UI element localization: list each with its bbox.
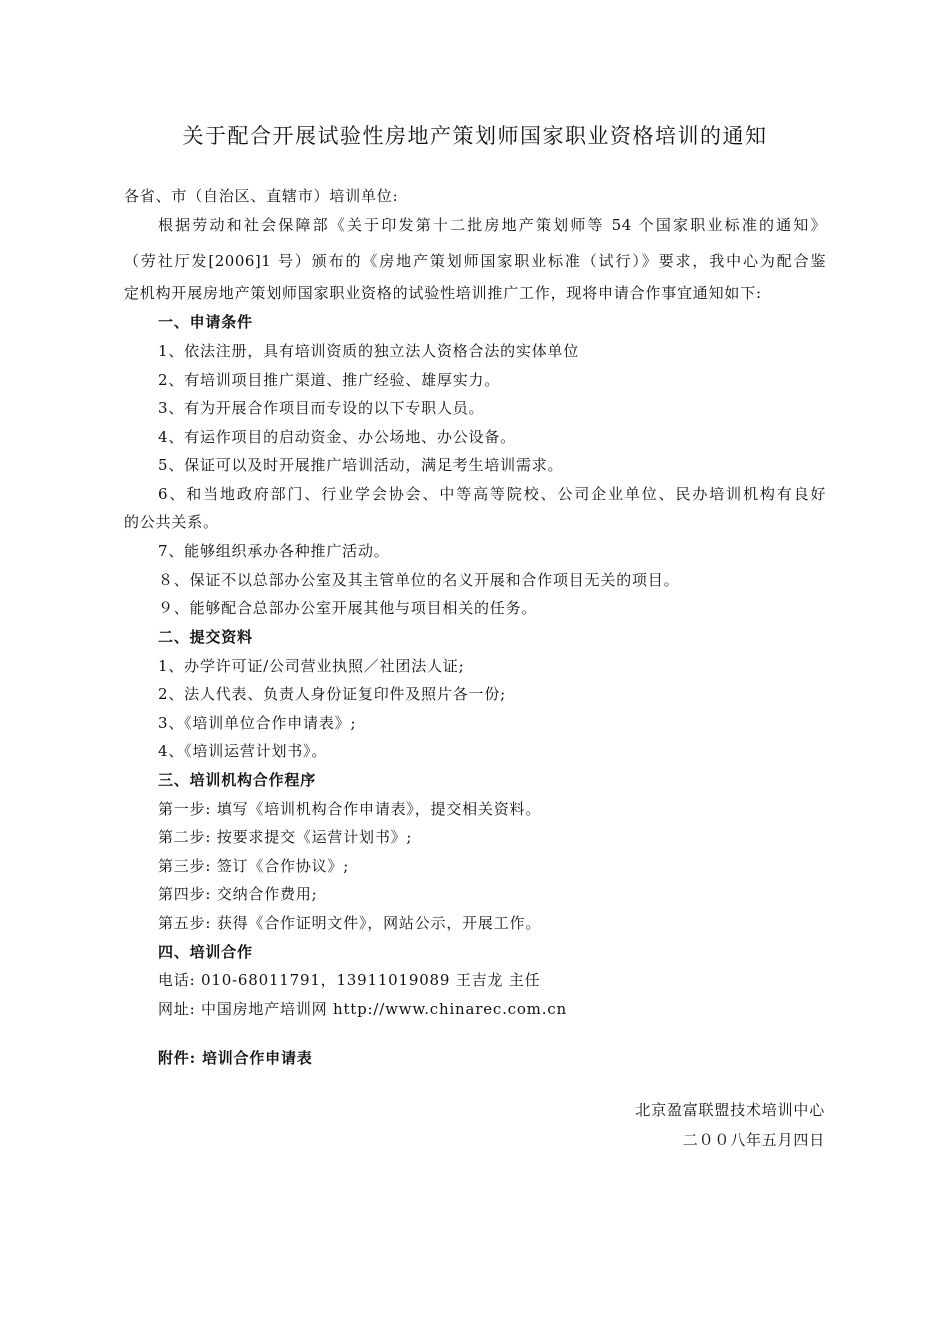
list-item: 6、和当地政府部门、行业学会协会、中等高等院校、公司企业单位、民办培训机构有良好: [158, 485, 826, 503]
section-heading-requirements: 一、申请条件: [158, 313, 253, 331]
list-item: ９、能够配合总部办公室开展其他与项目相关的任务。: [158, 599, 538, 617]
list-item: 2、有培训项目推广渠道、推广经验、雄厚实力。: [158, 371, 501, 389]
list-item-continuation: 的公共关系。: [124, 513, 219, 531]
list-item: 第三步: 签订《合作协议》;: [158, 857, 350, 875]
contact-website: 网址: 中国房地产培训网 http://www.chinarec.com.cn: [158, 1000, 567, 1018]
list-item: 4、有运作项目的启动资金、办公场地、办公设备。: [158, 428, 516, 446]
list-item: 5、保证可以及时开展推广培训活动，满足考生培训需求。: [158, 456, 564, 474]
list-item: 第一步: 填写《培训机构合作申请表》，提交相关资料。: [158, 800, 542, 818]
list-item: 2、法人代表、负责人身份证复印件及照片各一份;: [158, 685, 506, 703]
list-item: 3、《培训单位合作申请表》;: [158, 714, 357, 732]
list-item: 3、有为开展合作项目而专设的以下专职人员。: [158, 399, 485, 417]
section-heading-materials: 二、提交资料: [158, 628, 253, 646]
list-item: ８、保证不以总部办公室及其主管单位的名义开展和合作项目无关的项目。: [158, 571, 680, 589]
document-title: 关于配合开展试验性房地产策划师国家职业资格培训的通知: [182, 124, 768, 148]
list-item: 第五步: 获得《合作证明文件》，网站公示，开展工作。: [158, 914, 542, 932]
list-item: 7、能够组织承办各种推广活动。: [158, 542, 390, 560]
section-heading-cooperation: 四、培训合作: [158, 943, 253, 961]
intro-line-3: 定机构开展房地产策划师国家职业资格的试验性培训推广工作，现将申请合作事宜通知如下:: [124, 284, 762, 302]
salutation: 各省、市（自治区、直辖市）培训单位:: [124, 187, 399, 205]
intro-line-2: （劳社厅发[2006]1 号）颁布的《房地产策划师国家职业标准（试行）》要求，我中心为配合鉴: [124, 252, 826, 270]
contact-phone: 电话: 010-68011791，13911019089 王吉龙 主任: [158, 971, 541, 989]
list-item: 1、依法注册，具有培训资质的独立法人资格合法的实体单位: [158, 342, 580, 360]
signature-organization: 北京盈富联盟技术培训中心: [635, 1101, 825, 1119]
list-item: 第四步: 交纳合作费用;: [158, 885, 318, 903]
list-item: 1、办学许可证/公司营业执照／社团法人证;: [158, 657, 465, 675]
attachment-note: 附件: 培训合作申请表: [158, 1049, 313, 1067]
list-item: 第二步: 按要求提交《运营计划书》;: [158, 828, 413, 846]
intro-line-1: 根据劳动和社会保障部《关于印发第十二批房地产策划师等 54 个国家职业标准的通知》: [158, 216, 826, 234]
section-heading-procedure: 三、培训机构合作程序: [158, 771, 317, 789]
signature-date: 二００八年五月四日: [682, 1131, 825, 1149]
list-item: 4、《培训运营计划书》。: [158, 742, 328, 760]
